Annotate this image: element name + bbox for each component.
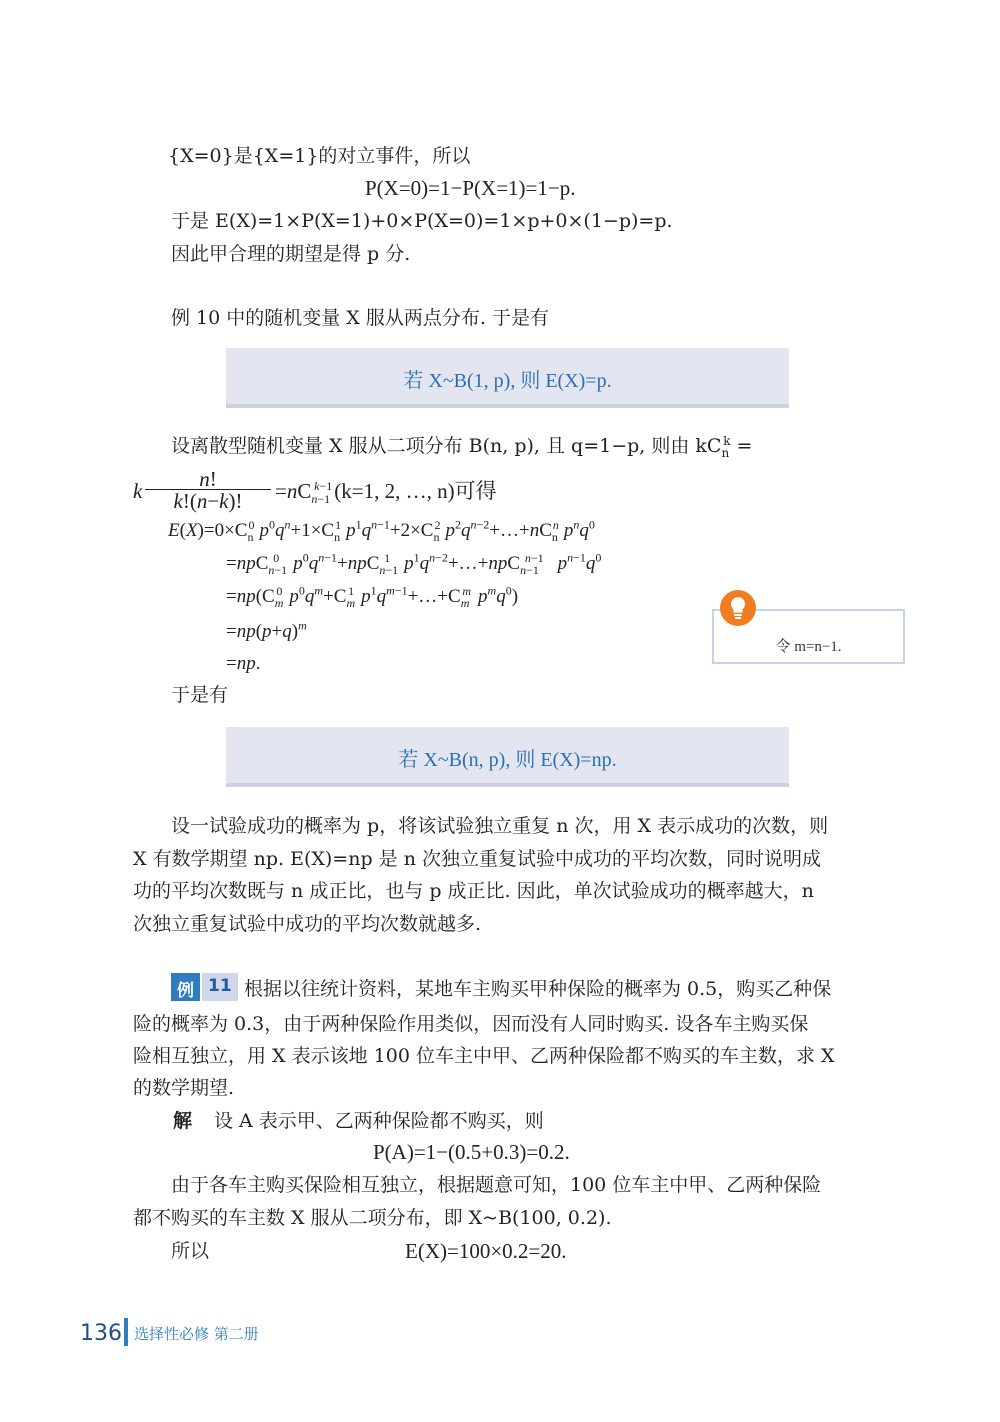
derivation-line-3: $=np(C_m^0$ $p^0q^m+C_m^1$ $p^1q^{m-1}+\dots+C_m^m$ $p^mq^0$) (226, 583, 519, 610)
text-line-1: {X=0}是{X=1}的对立事件，所以 (168, 145, 471, 167)
example-line-3: 险相互独立，用 X 表示该地 100 位车主中甲、乙两种保险都不购买的车主数，求 X (133, 1045, 835, 1067)
solution-label: 解 (173, 1110, 193, 1132)
solution-formula-pa: P(A)=1−(0.5+0.3)=0.2. (373, 1140, 570, 1164)
example-line-1: 根据以往统计资料，某地车主购买甲种保险的概率为 0.5，购买乙种保 (244, 978, 832, 1000)
page-divider-bar (124, 1318, 128, 1346)
text-line-4: 因此甲合理的期望是得 p 分. (171, 243, 411, 265)
para3-line-2: X 有数学期望 np. E(X)=np 是 n 次独立重复试验中成功的平均次数，同时说明成 (133, 848, 821, 870)
formula-p-x0: P(X=0)=1−P(X=1)=1−p. (365, 176, 576, 200)
derivation-line-4: $=np(p+q)^m$ (226, 618, 307, 642)
example-number: 11 (202, 973, 238, 1001)
example-line-4: 的数学期望. (133, 1077, 235, 1099)
derivation-line-5: =np. (226, 653, 261, 674)
para3-line-1: 设一试验成功的概率为 p，将该试验独立重复 n 次，用 X 表示成功的次数，则 (171, 815, 829, 837)
solution-line-4: 都不购买的车主数 X 服从二项分布，即 X~B(100, 0.2). (133, 1207, 612, 1229)
binomial-intro-line-1: 设离散型随机变量 X 服从二项分布 B(n, p), 且 q=1−p, 则由 $kC_n^k$ = (171, 433, 753, 460)
example-line-2: 险的概率为 0.3，由于两种保险作用类似，因而没有人同时购买. 设各车主购买保 (133, 1013, 809, 1035)
binomial-intro-text: 设离散型随机变量 X 服从二项分布 B(n, p), 且 q=1−p, 则由 kC (171, 435, 722, 457)
derivation-line-2: =npC$_{n-1}^0$ $p^0q^{n-1}+npC_{n-1}^1$ $p^1q^{n-2}+\dots+npC_{n-1}^{n-1}$ $p^{n-1}q^0$ (226, 550, 602, 577)
example-tag (171, 973, 238, 1001)
theorem-box-1 (226, 348, 789, 408)
page-number: 136 (80, 1321, 122, 1346)
book-title: 选择性必修 第二册 (134, 1325, 259, 1343)
para3-line-3: 功的平均次数既与 n 成正比，也与 p 成正比. 因此，单次试验成功的概率越大，n (133, 880, 814, 902)
theorem-1-text: 若 X~B(1, p), 则 E(X)=p. (403, 370, 612, 392)
side-note-text: 令 m=n−1. (775, 639, 842, 655)
solution-suoyi: 所以 (171, 1240, 210, 1262)
solution-line-3: 由于各车主购买保险相互独立，根据题意可知，100 位车主中甲、乙两种保险 (171, 1174, 822, 1196)
solution-line-1: 设 A 表示甲、乙两种保险都不购买，则 (214, 1110, 544, 1132)
text-line-5: 例 10 中的随机变量 X 服从两点分布. 于是有 (171, 307, 549, 329)
text-line-3: 于是 E(X)=1×P(X=1)+0×P(X=0)=1×p+0×(1−p)=p. (171, 210, 673, 232)
derivation-line-1: $E(X)=0\times C_n^0$ $p^0q^n+1\times C_n^1$ $p^1q^{n-1}+2\times C_n^2$ $p^2q^{n-2}+\dots+nC_n^n$ $p^nq^0$ (168, 517, 595, 544)
theorem-box-2 (226, 727, 789, 787)
solution-final-formula: E(X)=100×0.2=20. (405, 1239, 567, 1263)
binomial-intro-tail: (k=1, 2, …, n)可得 (334, 479, 497, 503)
text-youshi: 于是有 (171, 684, 229, 706)
theorem-2-text: 若 X~B(n, p), 则 E(X)=np. (398, 749, 617, 771)
lightbulb-icon (718, 588, 758, 628)
para3-line-4: 次独立重复试验中成功的平均次数就越多. (133, 913, 482, 935)
example-label: 例 (171, 973, 200, 1001)
